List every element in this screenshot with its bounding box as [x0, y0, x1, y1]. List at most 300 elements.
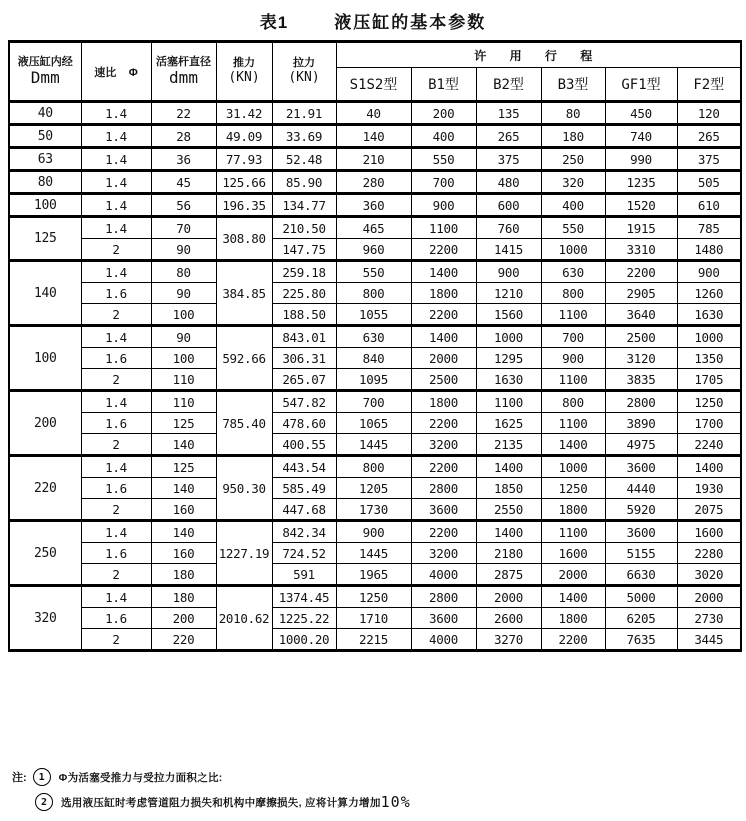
stroke-cell: 1600 [541, 543, 605, 564]
stroke-cell: 2000 [677, 586, 741, 608]
stroke-cell: 5155 [605, 543, 677, 564]
rod-cell: 100 [151, 304, 216, 326]
stroke-cell: 400 [541, 194, 605, 217]
stroke-cell: 900 [411, 194, 476, 217]
ratio-cell: 1.4 [81, 261, 151, 283]
footnote-1-text: Φ为活塞受推力与受拉力面积之比: [58, 771, 223, 784]
stroke-cell: 1445 [336, 543, 411, 564]
table-row [9, 304, 741, 326]
header-rod-cn: 活塞杆直径 [156, 56, 211, 68]
push-cell: 196.35 [216, 194, 272, 217]
header-type-f2: F2型 [677, 68, 741, 102]
rod-cell: 140 [151, 478, 216, 499]
push-cell: 49.09 [216, 125, 272, 148]
stroke-cell: 1625 [476, 413, 541, 434]
stroke-cell: 1400 [677, 456, 741, 478]
ratio-cell: 1.6 [81, 348, 151, 369]
ratio-cell: 1.4 [81, 217, 151, 239]
stroke-cell: 2730 [677, 608, 741, 629]
stroke-cell: 7635 [605, 629, 677, 651]
rod-cell: 36 [151, 148, 216, 171]
table-title-text: 液压缸的基本参数 [334, 13, 487, 32]
stroke-cell: 1055 [336, 304, 411, 326]
stroke-cell: 1210 [476, 283, 541, 304]
stroke-cell: 200 [411, 102, 476, 125]
header-rod [151, 42, 216, 102]
table-row [9, 148, 741, 171]
stroke-cell: 2800 [411, 478, 476, 499]
pull-cell: 265.07 [272, 369, 336, 391]
stroke-cell: 900 [336, 521, 411, 543]
pull-cell: 478.60 [272, 413, 336, 434]
header-stroke-group: 许 用 行 程 [336, 42, 741, 68]
ratio-cell: 1.6 [81, 413, 151, 434]
stroke-cell: 1400 [411, 261, 476, 283]
header-pull-unit: (KN) [288, 70, 320, 85]
hydraulic-cylinder-parameters-table [8, 40, 742, 652]
stroke-cell: 1800 [411, 391, 476, 413]
bore-cell: 320 [9, 586, 81, 651]
header-type-b2: B2型 [476, 68, 541, 102]
pull-cell: 85.90 [272, 171, 336, 194]
ratio-cell: 1.6 [81, 608, 151, 629]
stroke-cell: 3020 [677, 564, 741, 586]
table-row [9, 171, 741, 194]
table-row [9, 456, 741, 478]
stroke-cell: 3270 [476, 629, 541, 651]
stroke-cell: 1100 [541, 304, 605, 326]
stroke-cell: 450 [605, 102, 677, 125]
rod-cell: 90 [151, 326, 216, 348]
pull-cell: 400.55 [272, 434, 336, 456]
stroke-cell: 400 [411, 125, 476, 148]
table-row [9, 283, 741, 304]
circled-1-icon: 1 [33, 768, 51, 786]
stroke-cell: 700 [541, 326, 605, 348]
stroke-cell: 1710 [336, 608, 411, 629]
bore-cell: 220 [9, 456, 81, 521]
stroke-cell: 1850 [476, 478, 541, 499]
stroke-cell: 1630 [677, 304, 741, 326]
stroke-cell: 375 [476, 148, 541, 171]
stroke-cell: 2200 [411, 413, 476, 434]
stroke-cell: 900 [677, 261, 741, 283]
stroke-cell: 2200 [541, 629, 605, 651]
footnote-2-text: 选用液压缸时考虑管道阻力损失和机构中摩擦损失, 应将计算力增加 [61, 796, 381, 809]
stroke-cell: 2180 [476, 543, 541, 564]
stroke-cell: 135 [476, 102, 541, 125]
pull-cell: 585.49 [272, 478, 336, 499]
pull-cell: 225.80 [272, 283, 336, 304]
stroke-cell: 2135 [476, 434, 541, 456]
stroke-cell: 2280 [677, 543, 741, 564]
stroke-cell: 3445 [677, 629, 741, 651]
stroke-cell: 630 [541, 261, 605, 283]
header-bore-cn: 液压缸内经 [17, 56, 73, 68]
table-row [9, 521, 741, 543]
stroke-cell: 1700 [677, 413, 741, 434]
stroke-cell: 360 [336, 194, 411, 217]
footnote-1 [12, 768, 411, 786]
stroke-cell: 2500 [411, 369, 476, 391]
stroke-cell: 630 [336, 326, 411, 348]
stroke-cell: 1100 [476, 391, 541, 413]
stroke-cell: 1730 [336, 499, 411, 521]
pull-cell: 591 [272, 564, 336, 586]
stroke-cell: 550 [541, 217, 605, 239]
stroke-cell: 210 [336, 148, 411, 171]
stroke-cell: 2800 [605, 391, 677, 413]
header-row-top [9, 42, 741, 68]
stroke-cell: 375 [677, 148, 741, 171]
stroke-cell: 465 [336, 217, 411, 239]
ratio-cell: 2 [81, 499, 151, 521]
stroke-cell: 960 [336, 239, 411, 261]
ratio-cell: 2 [81, 564, 151, 586]
stroke-cell: 2905 [605, 283, 677, 304]
stroke-cell: 1260 [677, 283, 741, 304]
rod-cell: 125 [151, 413, 216, 434]
bore-cell: 200 [9, 391, 81, 456]
stroke-cell: 1560 [476, 304, 541, 326]
stroke-cell: 1705 [677, 369, 741, 391]
stroke-cell: 1295 [476, 348, 541, 369]
push-cell: 77.93 [216, 148, 272, 171]
push-cell: 592.66 [216, 326, 272, 391]
stroke-cell: 1630 [476, 369, 541, 391]
stroke-cell: 1520 [605, 194, 677, 217]
table-row [9, 586, 741, 608]
stroke-cell: 180 [541, 125, 605, 148]
header-ratio [81, 42, 151, 102]
stroke-cell: 120 [677, 102, 741, 125]
ratio-cell: 2 [81, 304, 151, 326]
stroke-cell: 1600 [677, 521, 741, 543]
pull-cell: 21.91 [272, 102, 336, 125]
bore-cell: 100 [9, 194, 81, 217]
table-row [9, 194, 741, 217]
bore-cell: 140 [9, 261, 81, 326]
header-type-b1: B1型 [411, 68, 476, 102]
stroke-cell: 140 [336, 125, 411, 148]
footnotes [12, 768, 411, 818]
stroke-cell: 1235 [605, 171, 677, 194]
stroke-cell: 480 [476, 171, 541, 194]
rod-cell: 90 [151, 283, 216, 304]
stroke-cell: 2600 [476, 608, 541, 629]
stroke-cell: 3120 [605, 348, 677, 369]
push-cell: 785.40 [216, 391, 272, 456]
stroke-cell: 990 [605, 148, 677, 171]
rod-cell: 45 [151, 171, 216, 194]
ratio-cell: 2 [81, 239, 151, 261]
rod-cell: 70 [151, 217, 216, 239]
rod-cell: 140 [151, 521, 216, 543]
rod-cell: 180 [151, 564, 216, 586]
stroke-cell: 1445 [336, 434, 411, 456]
table-row [9, 239, 741, 261]
ratio-cell: 1.4 [81, 326, 151, 348]
table-row [9, 369, 741, 391]
stroke-cell: 3600 [605, 521, 677, 543]
stroke-cell: 1100 [541, 413, 605, 434]
stroke-cell: 280 [336, 171, 411, 194]
stroke-cell: 2000 [476, 586, 541, 608]
stroke-cell: 1250 [336, 586, 411, 608]
stroke-cell: 1000 [541, 456, 605, 478]
stroke-cell: 1915 [605, 217, 677, 239]
ratio-cell: 1.4 [81, 456, 151, 478]
header-pull-cn: 拉力 [293, 57, 315, 69]
stroke-cell: 1065 [336, 413, 411, 434]
header-type-s1s2: S1S2型 [336, 68, 411, 102]
stroke-cell: 6205 [605, 608, 677, 629]
bore-cell: 50 [9, 125, 81, 148]
stroke-cell: 1800 [541, 608, 605, 629]
stroke-cell: 3200 [411, 434, 476, 456]
ratio-cell: 1.4 [81, 171, 151, 194]
header-pull [272, 42, 336, 102]
bore-cell: 125 [9, 217, 81, 261]
rod-cell: 80 [151, 261, 216, 283]
stroke-cell: 1100 [541, 521, 605, 543]
push-cell: 950.30 [216, 456, 272, 521]
header-push-unit: (KN) [228, 70, 260, 85]
bore-cell: 100 [9, 326, 81, 391]
stroke-cell: 1000 [541, 239, 605, 261]
stroke-cell: 320 [541, 171, 605, 194]
rod-cell: 110 [151, 369, 216, 391]
stroke-cell: 800 [336, 283, 411, 304]
stroke-cell: 3600 [411, 499, 476, 521]
header-bore [9, 42, 81, 102]
stroke-cell: 5000 [605, 586, 677, 608]
push-cell: 1227.19 [216, 521, 272, 586]
ratio-cell: 1.6 [81, 543, 151, 564]
ratio-cell: 1.6 [81, 283, 151, 304]
rod-cell: 180 [151, 586, 216, 608]
stroke-cell: 5920 [605, 499, 677, 521]
stroke-cell: 6630 [605, 564, 677, 586]
stroke-cell: 4000 [411, 564, 476, 586]
stroke-cell: 610 [677, 194, 741, 217]
ratio-cell: 1.4 [81, 521, 151, 543]
table-row [9, 608, 741, 629]
table-row [9, 348, 741, 369]
push-cell: 2010.62 [216, 586, 272, 651]
stroke-cell: 1250 [677, 391, 741, 413]
stroke-cell: 900 [476, 261, 541, 283]
pull-cell: 1374.45 [272, 586, 336, 608]
push-cell: 384.85 [216, 261, 272, 326]
stroke-cell: 785 [677, 217, 741, 239]
stroke-cell: 4440 [605, 478, 677, 499]
stroke-cell: 550 [411, 148, 476, 171]
stroke-cell: 2075 [677, 499, 741, 521]
rod-cell: 90 [151, 239, 216, 261]
header-bore-latin: Dmm [30, 68, 60, 87]
stroke-cell: 740 [605, 125, 677, 148]
stroke-cell: 1400 [476, 521, 541, 543]
pull-cell: 188.50 [272, 304, 336, 326]
rod-cell: 56 [151, 194, 216, 217]
table-row [9, 629, 741, 651]
ratio-cell: 1.4 [81, 102, 151, 125]
stroke-cell: 80 [541, 102, 605, 125]
stroke-cell: 1400 [541, 586, 605, 608]
table-row [9, 261, 741, 283]
pull-cell: 724.52 [272, 543, 336, 564]
circled-2-icon: 2 [35, 793, 53, 811]
stroke-cell: 3640 [605, 304, 677, 326]
pull-cell: 842.34 [272, 521, 336, 543]
stroke-cell: 2200 [605, 261, 677, 283]
footnote-2-suffix: 10% [380, 793, 411, 811]
bore-cell: 250 [9, 521, 81, 586]
rod-cell: 125 [151, 456, 216, 478]
header-rod-latin: dmm [169, 68, 198, 87]
pull-cell: 443.54 [272, 456, 336, 478]
stroke-cell: 250 [541, 148, 605, 171]
pull-cell: 147.75 [272, 239, 336, 261]
header-ratio-cn: 速比 [94, 66, 117, 79]
bore-cell: 63 [9, 148, 81, 171]
rod-cell: 110 [151, 391, 216, 413]
push-cell: 125.66 [216, 171, 272, 194]
bore-cell: 40 [9, 102, 81, 125]
ratio-cell: 1.4 [81, 148, 151, 171]
stroke-cell: 2875 [476, 564, 541, 586]
ratio-cell: 1.6 [81, 478, 151, 499]
footnote-2 [12, 793, 411, 811]
stroke-cell: 1100 [541, 369, 605, 391]
table-row [9, 326, 741, 348]
stroke-cell: 1205 [336, 478, 411, 499]
stroke-cell: 2215 [336, 629, 411, 651]
stroke-cell: 600 [476, 194, 541, 217]
pull-cell: 447.68 [272, 499, 336, 521]
stroke-cell: 900 [541, 348, 605, 369]
table-row [9, 391, 741, 413]
stroke-cell: 4975 [605, 434, 677, 456]
stroke-cell: 1965 [336, 564, 411, 586]
stroke-cell: 2550 [476, 499, 541, 521]
stroke-cell: 2000 [541, 564, 605, 586]
ratio-cell: 1.4 [81, 125, 151, 148]
table-row [9, 102, 741, 125]
pull-cell: 547.82 [272, 391, 336, 413]
stroke-cell: 40 [336, 102, 411, 125]
pull-cell: 33.69 [272, 125, 336, 148]
stroke-cell: 3200 [411, 543, 476, 564]
table-row [9, 499, 741, 521]
table-row [9, 413, 741, 434]
stroke-cell: 2500 [605, 326, 677, 348]
header-push [216, 42, 272, 102]
stroke-cell: 3600 [411, 608, 476, 629]
table-row [9, 478, 741, 499]
ratio-cell: 2 [81, 629, 151, 651]
pull-cell: 1000.20 [272, 629, 336, 651]
stroke-cell: 2000 [411, 348, 476, 369]
stroke-cell: 1415 [476, 239, 541, 261]
stroke-cell: 4000 [411, 629, 476, 651]
stroke-cell: 1930 [677, 478, 741, 499]
header-type-gf1: GF1型 [605, 68, 677, 102]
stroke-cell: 840 [336, 348, 411, 369]
push-cell: 308.80 [216, 217, 272, 261]
stroke-cell: 1400 [541, 434, 605, 456]
table-body [9, 102, 741, 651]
pull-cell: 134.77 [272, 194, 336, 217]
header-ratio-symbol: Φ [128, 66, 138, 79]
pull-cell: 210.50 [272, 217, 336, 239]
pull-cell: 306.31 [272, 348, 336, 369]
stroke-cell: 2200 [411, 521, 476, 543]
ratio-cell: 1.4 [81, 586, 151, 608]
stroke-cell: 3600 [605, 456, 677, 478]
stroke-cell: 3835 [605, 369, 677, 391]
stroke-cell: 1800 [411, 283, 476, 304]
stroke-cell: 700 [336, 391, 411, 413]
ratio-cell: 1.4 [81, 391, 151, 413]
stroke-cell: 265 [677, 125, 741, 148]
table-row [9, 434, 741, 456]
table-title [0, 0, 746, 38]
table-row [9, 564, 741, 586]
ratio-cell: 2 [81, 369, 151, 391]
stroke-cell: 1095 [336, 369, 411, 391]
stroke-cell: 760 [476, 217, 541, 239]
rod-cell: 22 [151, 102, 216, 125]
rod-cell: 160 [151, 499, 216, 521]
stroke-cell: 2240 [677, 434, 741, 456]
stroke-cell: 700 [411, 171, 476, 194]
ratio-cell: 2 [81, 434, 151, 456]
stroke-cell: 2200 [411, 304, 476, 326]
ratio-cell: 1.4 [81, 194, 151, 217]
pull-cell: 1225.22 [272, 608, 336, 629]
stroke-cell: 1250 [541, 478, 605, 499]
table-row [9, 217, 741, 239]
table-number: 表1 [259, 13, 289, 32]
stroke-cell: 265 [476, 125, 541, 148]
rod-cell: 28 [151, 125, 216, 148]
push-cell: 31.42 [216, 102, 272, 125]
stroke-cell: 1800 [541, 499, 605, 521]
pull-cell: 259.18 [272, 261, 336, 283]
pull-cell: 843.01 [272, 326, 336, 348]
stroke-cell: 2200 [411, 239, 476, 261]
stroke-cell: 1480 [677, 239, 741, 261]
rod-cell: 220 [151, 629, 216, 651]
rod-cell: 100 [151, 348, 216, 369]
stroke-cell: 800 [336, 456, 411, 478]
stroke-cell: 1400 [411, 326, 476, 348]
bore-cell: 80 [9, 171, 81, 194]
stroke-cell: 800 [541, 283, 605, 304]
stroke-cell: 800 [541, 391, 605, 413]
stroke-cell: 1400 [476, 456, 541, 478]
pull-cell: 52.48 [272, 148, 336, 171]
rod-cell: 140 [151, 434, 216, 456]
stroke-cell: 2800 [411, 586, 476, 608]
table-header [9, 42, 741, 102]
notes-prefix: 注: [12, 772, 27, 784]
stroke-cell: 1000 [677, 326, 741, 348]
stroke-cell: 1350 [677, 348, 741, 369]
stroke-cell: 1100 [411, 217, 476, 239]
